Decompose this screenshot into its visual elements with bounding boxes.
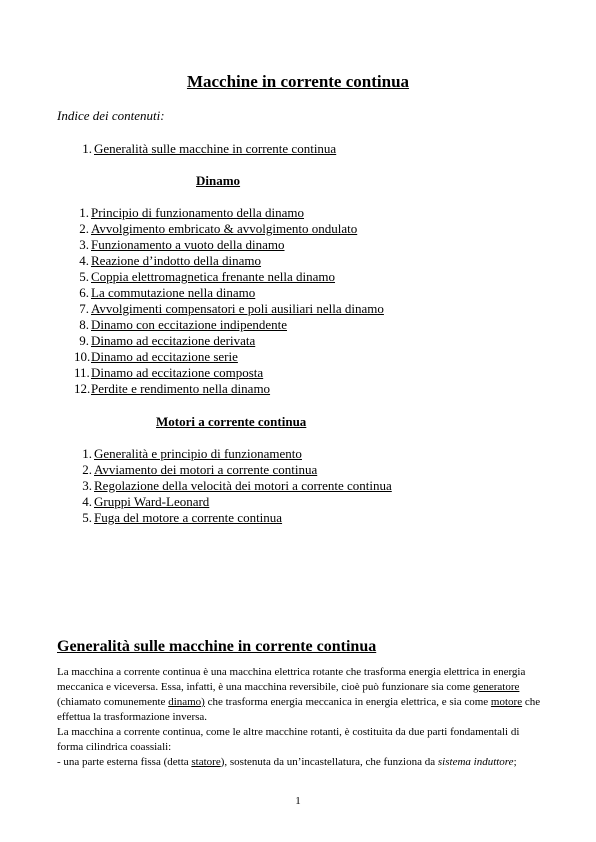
toc-link[interactable]: Gruppi Ward-Leonard	[94, 494, 210, 509]
page-number: 1	[295, 795, 301, 807]
toc-link[interactable]: Generalità e principio di funzionamento	[94, 446, 302, 461]
section-heading: Generalità sulle macchine in corrente continua	[57, 638, 377, 655]
motori-heading: Motori a corrente continua	[156, 414, 307, 429]
paragraph: La macchina a corrente continua, come le altre macchine rotanti, è costituita da due parti fondamentali di forma cilindrica coassiali:	[57, 726, 520, 753]
document-title: Macchine in corrente continua	[186, 72, 410, 91]
toc-link[interactable]: Avviamento dei motori a corrente continua	[94, 462, 318, 477]
toc-link[interactable]: Avvolgimenti compensatori e poli ausiliari nella dinamo	[91, 301, 384, 316]
toc-link[interactable]: Regolazione della velocità dei motori a corrente continua	[94, 478, 392, 493]
toc-link[interactable]: Funzionamento a vuoto della dinamo	[91, 237, 285, 252]
link-dinamo[interactable]: dinamo)	[168, 696, 205, 708]
toc-link[interactable]: Fuga del motore a corrente continua	[94, 510, 283, 525]
toc-link[interactable]: Perdite e rendimento nella dinamo	[91, 381, 271, 396]
toc-link[interactable]: Dinamo ad eccitazione serie	[91, 349, 238, 364]
paragraph: - una parte esterna fissa (detta statore), sostenuta da un’incastellatura, che funziona da sistema induttore;	[57, 756, 517, 768]
toc-link[interactable]: Coppia elettromagnetica frenante nella dinamo	[91, 269, 336, 284]
toc-link[interactable]: Generalità sulle macchine in corrente continua	[94, 141, 337, 156]
toc-link[interactable]: Dinamo ad eccitazione composta	[91, 365, 264, 380]
toc-link[interactable]: Principio di funzionamento della dinamo	[91, 205, 305, 220]
link-motore[interactable]: motore	[490, 696, 523, 708]
link-statore[interactable]: statore	[191, 756, 221, 768]
toc-label: Indice dei contenuti:	[57, 108, 165, 123]
toc-link[interactable]: La commutazione nella dinamo	[91, 285, 256, 300]
dinamo-heading: Dinamo	[196, 173, 241, 188]
toc-link[interactable]: Avvolgimento embricato & avvolgimento ondulato	[91, 221, 358, 236]
toc-link[interactable]: Dinamo con eccitazione indipendente	[91, 317, 288, 332]
link-generatore[interactable]: generatore	[472, 681, 520, 693]
document-page: Macchine in corrente continua Indice dei contenuti: 1. Generalità sulle macchine in corrente continua Dinamo 1. Principio di funzionamento della dinamo 2. Avvolgimento embricato & avvolgimento ondulato 3. Funzionamento a vuoto della dinamo 4. Reazione d’indotto della dinamo 5. Coppia elettromagnetica frenante nella dinamo 6. La commutazione nella dinamo 7. Avvolgimenti compensatori e poli ausiliari nella dinamo 8. Dinamo con eccitazione indipendente 9. Dinamo ad eccitazione derivata 10. Dinamo ad eccitazione serie 11. Dinamo ad eccitazione composta 12. Perdite e rendimento nella dinamo Motori a corrente continua 1. Generalità e principio di funzionamento 2. Avviamento dei motori a corrente continua 3. Regolazione della velocità dei motori a corrente continua 4. Gruppi Ward-Leonard 5. Fuga del motore a corrente continua Generalità sulle macchine in corrente continua La macchina a corrente continua è una macchina elettrica rotante che trasforma energia elettrica in energia meccanica e viceversa. Essa, infatti, è una macchina reversibile, cioè può funzionare sia come generatore (chiamato comunemente dinamo) che trasforma energia meccanica in energia elettrica, e sia come motore che effettua la trasformazione inversa. La macchina a corrente continua, come le altre macchine rotanti, è costituita da due parti fondamentali di forma cilindrica coassiali: - una parte esterna fissa (detta statore), sostenuta da un’incastellatura, che funziona da sistema induttore; 1	[0, 0, 596, 842]
toc-link[interactable]: Dinamo ad eccitazione derivata	[91, 333, 256, 348]
section-body	[57, 665, 542, 770]
paragraph: La macchina a corrente continua è una macchina elettrica rotante che trasforma energia elettrica in energia meccanica e viceversa. Essa, infatti, è una macchina reversibile, cioè può funzionare sia come generatore (chiamato comunemente dinamo) che trasforma energia meccanica in energia elettrica, e sia come motore che effettua la trasformazione inversa.	[57, 666, 541, 723]
toc-link[interactable]: Reazione d’indotto della dinamo	[91, 253, 262, 268]
